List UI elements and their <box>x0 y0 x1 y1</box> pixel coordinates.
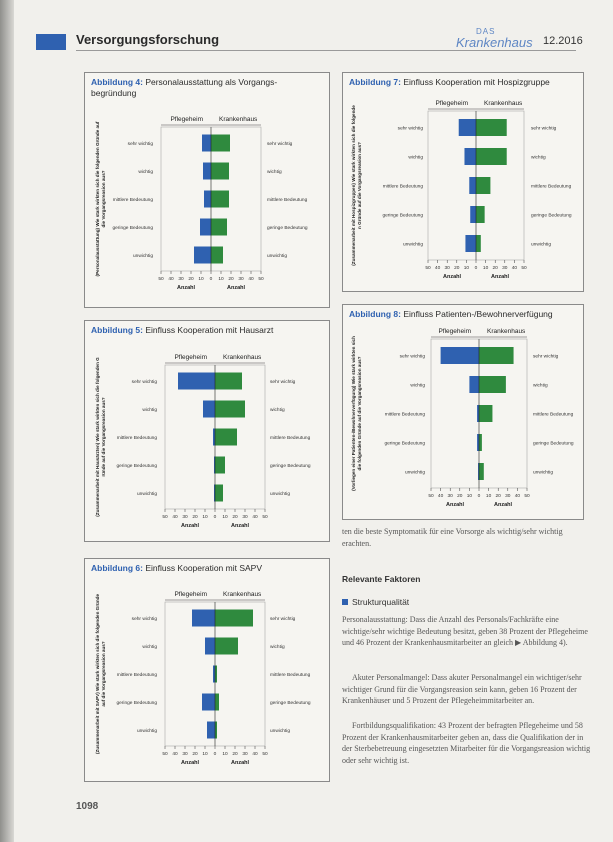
x-tick-label: 40 <box>248 277 254 282</box>
category-label-right: wichtig <box>533 383 548 389</box>
x-tick-label: 50 <box>521 266 527 271</box>
bar-krankenhaus <box>211 135 230 152</box>
figure-6-chart <box>85 559 329 781</box>
category-label-right: mittlere Bedeutung <box>270 673 311 678</box>
x-tick-label: 50 <box>258 277 264 282</box>
category-label-right: unwichtig <box>270 729 290 734</box>
category-label-right: unwichtig <box>531 242 551 248</box>
x-axis-label-right: Anzahl <box>226 285 246 291</box>
bar-krankenhaus <box>215 485 223 502</box>
section-tab <box>36 34 66 50</box>
x-tick-label: 20 <box>188 277 194 282</box>
figure-title: Abbildung 7: Einfluss Kooperation mit Hospizgruppe <box>349 77 550 87</box>
figure-5-chart <box>85 321 329 541</box>
bar-krankenhaus <box>215 429 237 446</box>
y-axis-label-line2: ründe auf die Vorgangsreasion aus? <box>101 397 106 477</box>
bar-pflegeheim <box>469 177 476 194</box>
x-tick-label: 50 <box>158 277 164 282</box>
x-tick-label: 30 <box>502 266 508 271</box>
category-label-left: wichtig <box>138 170 153 175</box>
x-tick-label: 40 <box>172 515 178 520</box>
journal-logo: Krankenhaus <box>456 35 533 50</box>
x-tick-label: 30 <box>447 494 453 499</box>
category-label-left: sehr wichtig <box>127 142 153 147</box>
category-label-left: unwichtig <box>405 470 425 476</box>
category-label-left: wichtig <box>142 645 157 650</box>
figure-4-chart <box>85 73 329 307</box>
x-tick-label: 40 <box>252 515 258 520</box>
category-label-left: wichtig <box>142 408 157 413</box>
x-tick-label: 30 <box>242 515 248 520</box>
category-label-left: mittlere Bedeutung <box>116 673 157 678</box>
x-tick-label: 10 <box>463 266 470 271</box>
y-axis-label: (Zusammenarbeit mit Hausärzten) Wie stark wirkten sich die folgenden G <box>95 357 100 517</box>
bar-krankenhaus <box>211 247 223 264</box>
figure-title: Abbildung 5: Einfluss Kooperation mit Hausarzt <box>91 325 274 335</box>
y-axis-label-line2: die Vorgangsreasion aus? <box>101 170 106 228</box>
bar-krankenhaus <box>476 206 485 223</box>
x-axis-label-right: Anzahl <box>230 523 250 529</box>
figure-8 <box>342 304 584 520</box>
y-axis-label: (Zusammenarbeit mit SAPV) Wie stark wirkten sich die folgenden Gründe <box>95 593 100 755</box>
paragraph-top: ten die beste Symptomatik für eine Vorsorge als wichtig/sehr wichtig erachten. <box>342 527 563 548</box>
x-tick-label: 10 <box>218 277 224 282</box>
figure-title: Abbildung 4: Personalausstattung als Vorgangs- begründung <box>91 77 278 98</box>
bar-pflegeheim <box>441 347 479 364</box>
category-label-left: sehr wichtig <box>397 126 423 132</box>
category-label-left: unwichtig <box>137 492 157 497</box>
group-label-left: Pflegeheim <box>174 591 207 598</box>
x-tick-label: 40 <box>434 266 441 271</box>
journal-logo-top: DAS <box>476 27 496 36</box>
bar-pflegeheim <box>465 235 476 252</box>
x-tick-label: 20 <box>192 752 198 757</box>
x-tick-label: 30 <box>242 752 248 757</box>
x-tick-label: 20 <box>457 494 463 499</box>
bar-krankenhaus <box>476 148 507 165</box>
bar-krankenhaus <box>215 457 225 474</box>
x-tick-label: 20 <box>232 515 238 520</box>
bar-krankenhaus <box>479 376 506 393</box>
category-label-right: unwichtig <box>533 470 553 476</box>
figure-8-chart <box>343 305 583 519</box>
bar-krankenhaus <box>215 638 238 655</box>
category-label-right: wichtig <box>267 170 282 175</box>
bar-krankenhaus <box>476 177 490 194</box>
x-tick-label: 20 <box>192 515 198 520</box>
bar-pflegeheim <box>204 191 211 208</box>
x-tick-label: 10 <box>466 494 473 499</box>
x-tick-label: 10 <box>485 494 492 499</box>
category-label-left: geringe Bedeutung <box>112 226 153 231</box>
x-axis-label-left: Anzahl <box>176 285 196 291</box>
category-label-left: unwichtig <box>137 729 157 734</box>
bar-pflegeheim <box>464 148 476 165</box>
category-label-right: geringe Bedeutung <box>531 213 572 219</box>
figure-title: Abbildung 6: Einfluss Kooperation mit SAPV <box>91 563 263 573</box>
x-tick-label: 40 <box>252 752 258 757</box>
y-axis-label: (Zusammenarbeit mit Hospizgruppen) Wie stark wirkten sich die folgende <box>351 105 356 266</box>
bar-pflegeheim <box>459 119 476 136</box>
x-tick-label: 30 <box>182 752 188 757</box>
square-bullet-icon <box>342 599 348 605</box>
x-tick-label: 20 <box>495 494 501 499</box>
category-label-right: mittlere Bedeutung <box>531 184 572 190</box>
category-label-left: geringe Bedeutung <box>382 213 423 219</box>
x-tick-label: 40 <box>168 277 174 282</box>
category-label-right: sehr wichtig <box>533 354 559 360</box>
issue-number: 12.2016 <box>543 35 583 47</box>
x-tick-label: 50 <box>162 752 168 757</box>
category-label-left: wichtig <box>410 383 425 389</box>
subheading: Strukturqualität <box>342 597 409 607</box>
group-label-right: Krankenhaus <box>223 591 262 598</box>
group-label-left: Pflegeheim <box>174 354 207 361</box>
group-label-right: Krankenhaus <box>487 328 526 335</box>
bar-krankenhaus <box>215 401 245 418</box>
category-label-left: geringe Bedeutung <box>384 441 425 447</box>
figure-5 <box>84 320 330 542</box>
x-tick-label: 40 <box>514 494 521 499</box>
category-label-right: geringe Bedeutung <box>270 464 311 469</box>
category-label-right: geringe Bedeutung <box>267 226 308 231</box>
x-tick-label: 10 <box>198 277 204 282</box>
category-label-right: unwichtig <box>270 492 290 497</box>
x-axis-label-right: Anzahl <box>490 274 510 280</box>
category-label-right: sehr wichtig <box>267 142 293 147</box>
x-tick-label: 0 <box>474 266 478 271</box>
x-tick-label: 0 <box>209 277 213 282</box>
x-tick-label: 50 <box>524 494 530 499</box>
category-label-right: sehr wichtig <box>531 126 557 132</box>
bar-krankenhaus <box>215 373 242 390</box>
x-tick-label: 50 <box>262 515 268 520</box>
paragraph-1: Personalausstattung: Dass die Anzahl des Personals/Fachkräfte eine wichtige/sehr wichtige Bedeutung besitzt, geben 38 Prozent der Pflegeheime und 46 Prozent der Krankenhausmitarbeiter an gleich ▶ Abbildung 4). <box>342 615 588 648</box>
x-tick-label: 10 <box>222 515 228 520</box>
y-axis-label: (Vorliegen einer Patienten-/Bewohnerverfügung) Wie stark wirkten sich <box>351 336 356 491</box>
x-tick-label: 10 <box>482 266 489 271</box>
x-tick-label: 20 <box>454 266 460 271</box>
x-axis-label-left: Anzahl <box>180 760 200 766</box>
section-heading: Relevante Faktoren <box>342 574 421 584</box>
x-tick-label: 30 <box>444 266 450 271</box>
bar-krankenhaus <box>476 235 481 252</box>
y-axis-label-line2: n Gründe auf die Vorgangsreasion aus? <box>357 142 362 229</box>
category-label-right: geringe Bedeutung <box>270 701 311 706</box>
header-rule <box>76 50 576 51</box>
x-tick-label: 0 <box>213 515 217 520</box>
x-tick-label: 20 <box>232 752 238 757</box>
paragraph-3: Fortbildungsqualifikation: 43 Prozent der befragten Pflegeheime und 58 Prozent der Krankenhausmitarbeiter geben an, dass die Qualifikation der in der Sterbebetreuung eingesetzten Mitarbeiter für die Vorgangsreasion wichtig oder sehr wichtig ist. <box>342 721 591 765</box>
bar-pflegeheim <box>203 163 211 180</box>
category-label-right: wichtig <box>270 408 285 413</box>
bar-krankenhaus <box>479 434 482 451</box>
x-tick-label: 50 <box>425 266 431 271</box>
bar-krankenhaus <box>479 405 492 422</box>
paragraph-2: Akuter Personalmangel: Dass akuter Personalmangel ein wichtiger/sehr wichtiger Grund für die Vorgangsreasion sein kann, geben 16 Prozent der Krankenhäuser und 5 Prozent der Pflegeheimmitarbeiter an. <box>342 673 582 706</box>
category-label-right: mittlere Bedeutung <box>533 412 574 418</box>
figure-4 <box>84 72 330 308</box>
x-tick-label: 50 <box>428 494 434 499</box>
x-tick-label: 10 <box>222 752 228 757</box>
bar-pflegeheim <box>200 219 211 236</box>
x-tick-label: 0 <box>477 494 481 499</box>
figure-6 <box>84 558 330 782</box>
x-tick-label: 40 <box>511 266 518 271</box>
bar-krankenhaus <box>479 347 514 364</box>
bar-pflegeheim <box>203 401 215 418</box>
x-axis-label-left: Anzahl <box>180 523 200 529</box>
x-tick-label: 20 <box>228 277 234 282</box>
bar-krankenhaus <box>211 163 229 180</box>
category-label-left: sehr wichtig <box>131 617 157 622</box>
x-tick-label: 40 <box>172 752 178 757</box>
page-shadow <box>0 0 14 842</box>
bar-pflegeheim <box>469 376 479 393</box>
bar-pflegeheim <box>194 247 211 264</box>
x-tick-label: 10 <box>202 752 208 757</box>
bar-krankenhaus <box>476 119 507 136</box>
bar-pflegeheim <box>202 135 211 152</box>
y-axis-label-line2: auf die Vorgangsreasion aus? <box>101 641 106 707</box>
figure-title: Abbildung 8: Einfluss Patienten-/Bewohnerverfügung <box>349 309 553 319</box>
x-tick-label: 30 <box>182 515 188 520</box>
x-tick-label: 50 <box>162 515 168 520</box>
x-tick-label: 30 <box>178 277 184 282</box>
category-label-right: mittlere Bedeutung <box>267 198 308 203</box>
x-tick-label: 40 <box>437 494 444 499</box>
group-label-right: Krankenhaus <box>223 354 262 361</box>
group-label-left: Pflegeheim <box>438 328 471 335</box>
bar-pflegeheim <box>178 373 215 390</box>
page-number: 1098 <box>76 801 99 812</box>
bar-pflegeheim <box>207 722 215 739</box>
category-label-right: sehr wichtig <box>270 380 296 385</box>
category-label-left: mittlere Bedeutung <box>382 184 423 190</box>
x-axis-label-left: Anzahl <box>442 274 462 280</box>
bar-pflegeheim <box>202 694 215 711</box>
group-label-right: Krankenhaus <box>219 116 258 123</box>
category-label-right: mittlere Bedeutung <box>270 436 311 441</box>
category-label-left: geringe Bedeutung <box>116 701 157 706</box>
group-label-right: Krankenhaus <box>484 100 523 107</box>
category-label-left: unwichtig <box>133 254 153 259</box>
bar-pflegeheim <box>192 610 215 627</box>
x-tick-label: 30 <box>505 494 511 499</box>
x-tick-label: 30 <box>238 277 244 282</box>
figure-7-chart <box>343 73 583 291</box>
category-label-right: sehr wichtig <box>270 617 296 622</box>
bar-krankenhaus <box>215 694 219 711</box>
category-label-left: mittlere Bedeutung <box>116 436 157 441</box>
x-axis-label-right: Anzahl <box>493 502 513 508</box>
bar-krankenhaus <box>211 219 227 236</box>
bar-krankenhaus <box>479 463 484 480</box>
y-axis-label-line2: die folgenden Gründe auf die Vorgangsreasion aus? <box>357 356 362 471</box>
y-axis-label: (Personalausstattung) Wie stark wirkten sich die folgenden Gründe auf <box>95 121 100 277</box>
group-label-left: Pflegeheim <box>170 116 203 123</box>
category-label-right: geringe Bedeutung <box>533 441 574 447</box>
bar-krankenhaus <box>211 191 229 208</box>
category-label-left: wichtig <box>408 155 423 161</box>
bar-pflegeheim <box>205 638 215 655</box>
category-label-left: unwichtig <box>403 242 423 248</box>
x-axis-label-left: Anzahl <box>445 502 465 508</box>
x-axis-label-right: Anzahl <box>230 760 250 766</box>
category-label-right: unwichtig <box>267 254 287 259</box>
group-label-left: Pflegeheim <box>435 100 468 107</box>
x-tick-label: 50 <box>262 752 268 757</box>
x-tick-label: 10 <box>202 515 208 520</box>
figure-7 <box>342 72 584 292</box>
x-tick-label: 20 <box>492 266 498 271</box>
bar-krankenhaus <box>215 610 253 627</box>
category-label-left: mittlere Bedeutung <box>384 412 425 418</box>
category-label-left: geringe Bedeutung <box>116 464 157 469</box>
category-label-left: sehr wichtig <box>131 380 157 385</box>
category-label-right: wichtig <box>531 155 546 161</box>
category-label-left: sehr wichtig <box>399 354 425 360</box>
x-tick-label: 0 <box>213 752 217 757</box>
category-label-left: mittlere Bedeutung <box>112 198 153 203</box>
bar-pflegeheim <box>470 206 476 223</box>
category-label-right: wichtig <box>270 645 285 650</box>
section-title: Versorgungsforschung <box>76 32 220 47</box>
